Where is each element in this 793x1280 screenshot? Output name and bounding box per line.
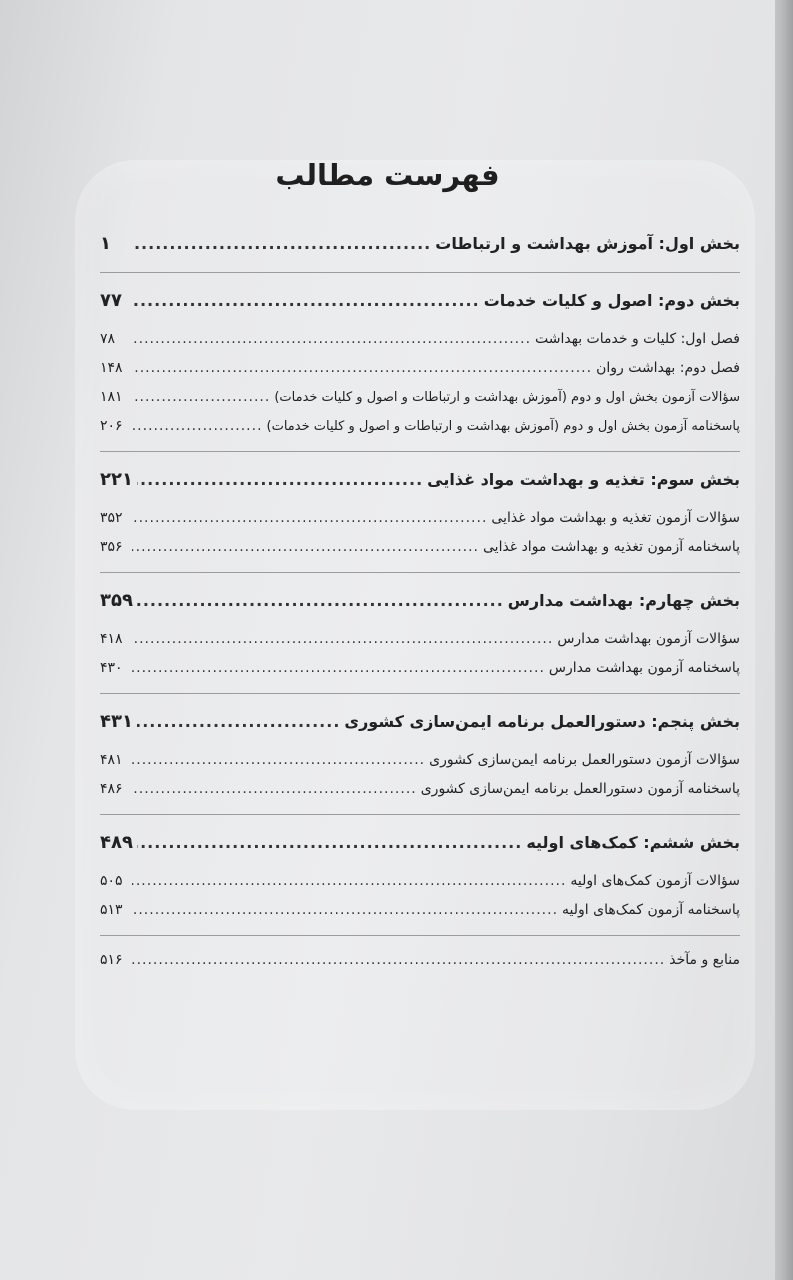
- toc-entry-label: بخش اول: آموزش بهداشت و ارتباطات: [435, 234, 740, 253]
- dot-leader: [137, 825, 522, 861]
- toc-entry-part6: [100, 825, 740, 861]
- toc-subentry: [100, 533, 740, 562]
- dot-leader: [132, 946, 665, 975]
- toc-subentry: [100, 775, 740, 804]
- toc-subentry-label: سؤالات آزمون دستورالعمل برنامه ایمن‌سازی کشوری: [429, 752, 740, 768]
- toc-subentry-label: پاسخنامه آزمون دستورالعمل برنامه ایمن‌سازی کشوری: [420, 781, 740, 797]
- toc-page-number: ۵۰۵: [100, 873, 123, 889]
- dot-leader: [137, 704, 340, 740]
- toc-page-number: ۲۲۱: [100, 469, 133, 490]
- toc-page-number: ۱: [100, 233, 111, 254]
- toc-entry-part1: [100, 226, 740, 262]
- toc-page-number: ۵۱۳: [100, 902, 123, 918]
- dot-leader: [132, 533, 479, 562]
- toc-entry-label: بخش سوم: تغذیه و بهداشت مواد غذایی: [427, 470, 740, 489]
- dot-leader: [132, 654, 545, 683]
- toc-section-references: [100, 946, 740, 985]
- toc-section-part4: [100, 583, 740, 694]
- toc-subentry-label: فصل اول: کلیات و خدمات بهداشت: [535, 331, 740, 347]
- toc-subentry-label: فصل دوم: بهداشت روان: [596, 360, 740, 376]
- dot-leader: [132, 383, 270, 412]
- toc-page-number: ۳۵۲: [100, 510, 123, 526]
- toc-subentry: [100, 504, 740, 533]
- toc-subentry-label: سؤالات آزمون کمک‌های اولیه: [570, 873, 740, 889]
- toc-subentry: [100, 625, 740, 654]
- toc-subentry: [100, 654, 740, 683]
- dot-leader: [132, 325, 531, 354]
- toc-page-number: ۱۴۸: [100, 360, 123, 376]
- dot-leader: [132, 412, 263, 441]
- toc-page-number: ۷۸: [100, 331, 116, 347]
- toc-section-part3: [100, 462, 740, 573]
- toc-subentry-label: پاسخنامه آزمون بخش اول و دوم (آموزش بهداشت و ارتباطات و اصول و کلیات خدمات): [266, 419, 740, 434]
- toc-section-part1: [100, 226, 740, 273]
- dot-leader: [137, 583, 504, 619]
- toc-page-number: ۴۸۱: [100, 752, 123, 768]
- toc-page-number: ۴۳۱: [100, 711, 133, 732]
- toc-subentry: [100, 412, 740, 441]
- toc-subentry-label: سؤالات آزمون تغذیه و بهداشت مواد غذایی: [491, 510, 740, 526]
- toc-entry-label: بخش چهارم: بهداشت مدارس: [507, 591, 740, 610]
- dot-leader: [132, 867, 566, 896]
- toc-subentry-label: سؤالات آزمون بخش اول و دوم (آموزش بهداشت و ارتباطات و اصول و کلیات خدمات): [274, 390, 740, 405]
- toc-page-number: ۷۷: [100, 290, 122, 311]
- dot-leader: [137, 462, 423, 498]
- table-of-contents: [100, 226, 740, 995]
- toc-subentry: [100, 354, 740, 383]
- toc-section-part5: [100, 704, 740, 815]
- toc-subentry: [100, 867, 740, 896]
- dot-leader: [132, 354, 592, 383]
- toc-section-part2: [100, 283, 740, 452]
- toc-page-number: ۲۰۶: [100, 418, 123, 434]
- toc-entry-part2: [100, 283, 740, 319]
- toc-subentry: [100, 383, 740, 412]
- toc-section-part6: [100, 825, 740, 936]
- toc-entry-label: منابع و مآخذ: [669, 952, 740, 968]
- toc-page-number: ۳۵۹: [100, 590, 133, 611]
- page-title: فهرست مطالب: [275, 158, 500, 192]
- dot-leader: [132, 775, 417, 804]
- toc-page-number: ۴۳۰: [100, 660, 123, 676]
- toc-subentry: [100, 896, 740, 925]
- book-page-edge: [775, 0, 793, 1280]
- dot-leader: [132, 226, 431, 262]
- toc-subentry: [100, 325, 740, 354]
- dot-leader: [132, 746, 425, 775]
- dot-leader: [132, 625, 553, 654]
- toc-page-number: ۴۸۹: [100, 832, 133, 853]
- dot-leader: [132, 504, 487, 533]
- toc-subentry-label: پاسخنامه آزمون تغذیه و بهداشت مواد غذایی: [483, 539, 740, 555]
- toc-entry-label: بخش ششم: کمک‌های اولیه: [526, 833, 740, 852]
- toc-subentry-label: پاسخنامه آزمون کمک‌های اولیه: [562, 902, 740, 918]
- dot-leader: [132, 283, 480, 319]
- toc-entry-label: بخش دوم: اصول و کلیات خدمات: [483, 291, 740, 310]
- toc-entry-references: [100, 946, 740, 975]
- toc-page-number: ۵۱۶: [100, 952, 123, 968]
- toc-subentry-label: سؤالات آزمون بهداشت مدارس: [557, 631, 740, 647]
- toc-page-number: ۴۱۸: [100, 631, 123, 647]
- dot-leader: [132, 896, 558, 925]
- toc-subentry: [100, 746, 740, 775]
- toc-page-number: ۱۸۱: [100, 389, 123, 405]
- toc-page-number: ۳۵۶: [100, 539, 123, 555]
- toc-entry-part5: [100, 704, 740, 740]
- toc-entry-part3: [100, 462, 740, 498]
- toc-subentry-label: پاسخنامه آزمون بهداشت مدارس: [548, 660, 740, 676]
- toc-entry-part4: [100, 583, 740, 619]
- toc-page-number: ۴۸۶: [100, 781, 123, 797]
- toc-entry-label: بخش پنجم: دستورالعمل برنامه ایمن‌سازی کشوری: [344, 712, 740, 731]
